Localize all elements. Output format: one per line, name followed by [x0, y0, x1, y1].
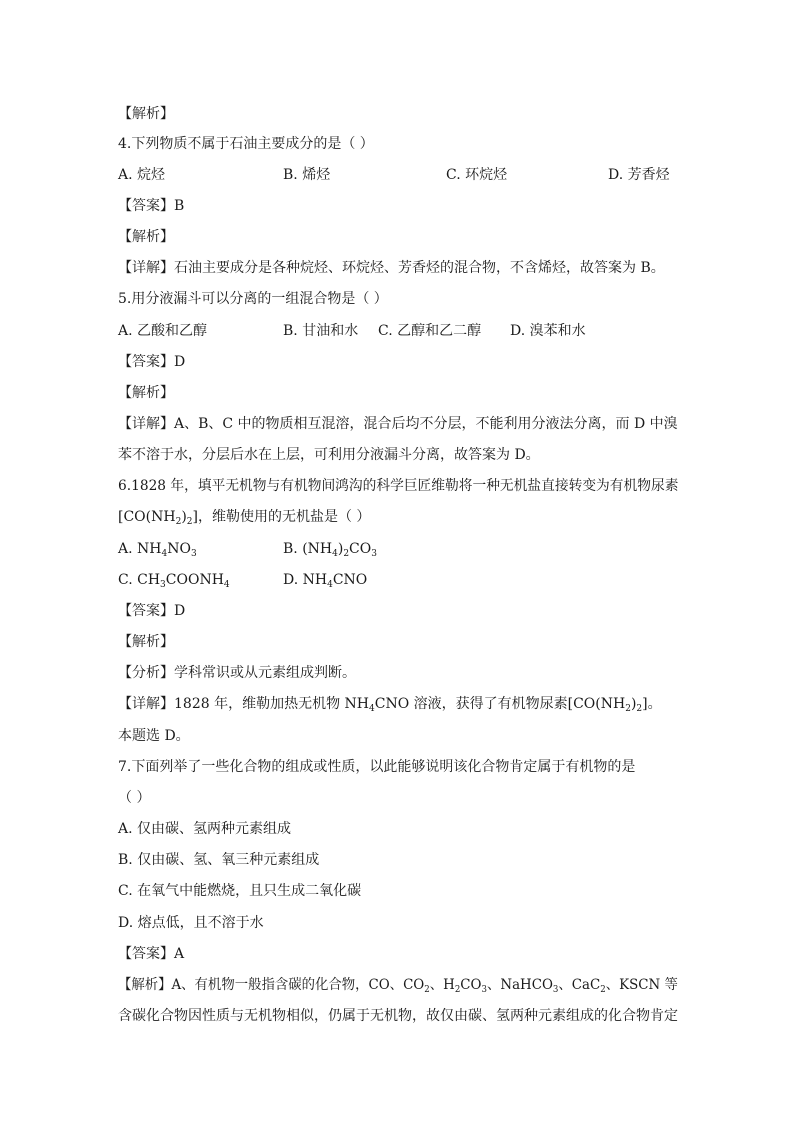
q6-option-c: C. $CH_3COONH_4$	[118, 572, 230, 590]
q6-option-b: B. $(NH_4)_2CO_3$	[283, 541, 377, 559]
q6-detail: 【详解】1828 年，维勒加热无机物 $NH_4CNO$ 溶液，获得了有机物尿素$[CO(NH_2)_2]$。	[118, 696, 662, 714]
q4-option-b: B. 烯烃	[283, 167, 331, 183]
q7-option-a: A. 仅由碳、氢两种元素组成	[118, 821, 292, 837]
q4-answer: 【答案】B	[118, 198, 185, 214]
q4-option-c: C. 环烷烃	[446, 167, 508, 183]
q7-option-c: C. 在氧气中能燃烧，且只生成二氧化碳	[118, 883, 362, 899]
q5-option-d: D. 溴苯和水	[510, 323, 586, 339]
q6-conclusion: 本题选 D。	[118, 728, 190, 744]
q5-answer: 【答案】D	[118, 354, 186, 370]
q6-analysis-heading: 【解析】	[118, 634, 174, 650]
q6-answer: 【答案】D	[118, 603, 186, 619]
q5-analysis-heading: 【解析】	[118, 385, 174, 401]
q7-analysis-line-2: 含碳化合物因性质与无机物相似，仍属于无机物，故仅由碳、氢两种元素组成的化合物肯定	[118, 1008, 678, 1024]
q5-option-b: B. 甘油和水	[283, 323, 359, 339]
q3-analysis-heading: 【解析】	[118, 106, 174, 122]
q7-stem-line-2: （ ）	[118, 790, 151, 806]
q7-answer: 【答案】A	[118, 946, 185, 962]
q5-detail-line-1: 【详解】A、B、C 中的物质相互混溶，混合后均不分层，不能利用分液法分离，而 D 中溴	[118, 416, 678, 432]
q5-option-a: A. 乙酸和乙醇	[118, 323, 208, 339]
q4-detail: 【详解】石油主要成分是各种烷烃、环烷烃、芳香烃的混合物，不含烯烃，故答案为 B。	[118, 260, 665, 276]
q5-detail-line-2: 苯不溶于水，分层后水在上层，可利用分液漏斗分离，故答案为 D。	[118, 447, 540, 463]
q4-option-a: A. 烷烃	[118, 167, 166, 183]
q4-stem: 4.下列物质不属于石油主要成分的是（ ）	[118, 136, 374, 152]
q6-analysis-note: 【分析】学科常识或从元素组成判断。	[118, 665, 356, 681]
q6-stem-line-1: 6.1828 年，填平无机物与有机物间鸿沟的科学巨匠维勒将一种无机盐直接转变为有机物尿素	[118, 478, 679, 494]
q7-option-d: D. 熔点低，且不溶于水	[118, 915, 264, 931]
q5-option-c: C. 乙醇和乙二醇	[378, 323, 482, 339]
q6-option-a: A. $NH_4NO_3$	[118, 541, 197, 559]
q7-option-b: B. 仅由碳、氢、氧三种元素组成	[118, 852, 320, 868]
q5-stem: 5.用分液漏斗可以分离的一组混合物是（ ）	[118, 291, 388, 307]
q6-stem-line-2: $[CO(NH_2)_2]$，维勒使用的无机盐是（ ）	[118, 509, 371, 527]
q7-stem-line-1: 7.下面列举了一些化合物的组成或性质，以此能够说明该化合物肯定属于有机物的是	[118, 759, 636, 775]
q4-option-d: D. 芳香烃	[608, 167, 670, 183]
q4-analysis-heading: 【解析】	[118, 229, 174, 245]
q6-option-d: D. $NH_4CNO$	[283, 572, 368, 590]
q7-analysis-line-1: 【解析】A、有机物一般指含碳的化合物，CO、$CO_2$、$H_2CO_3$、NaHCO$_3$、CaC$_2$、KSCN 等	[118, 977, 678, 995]
